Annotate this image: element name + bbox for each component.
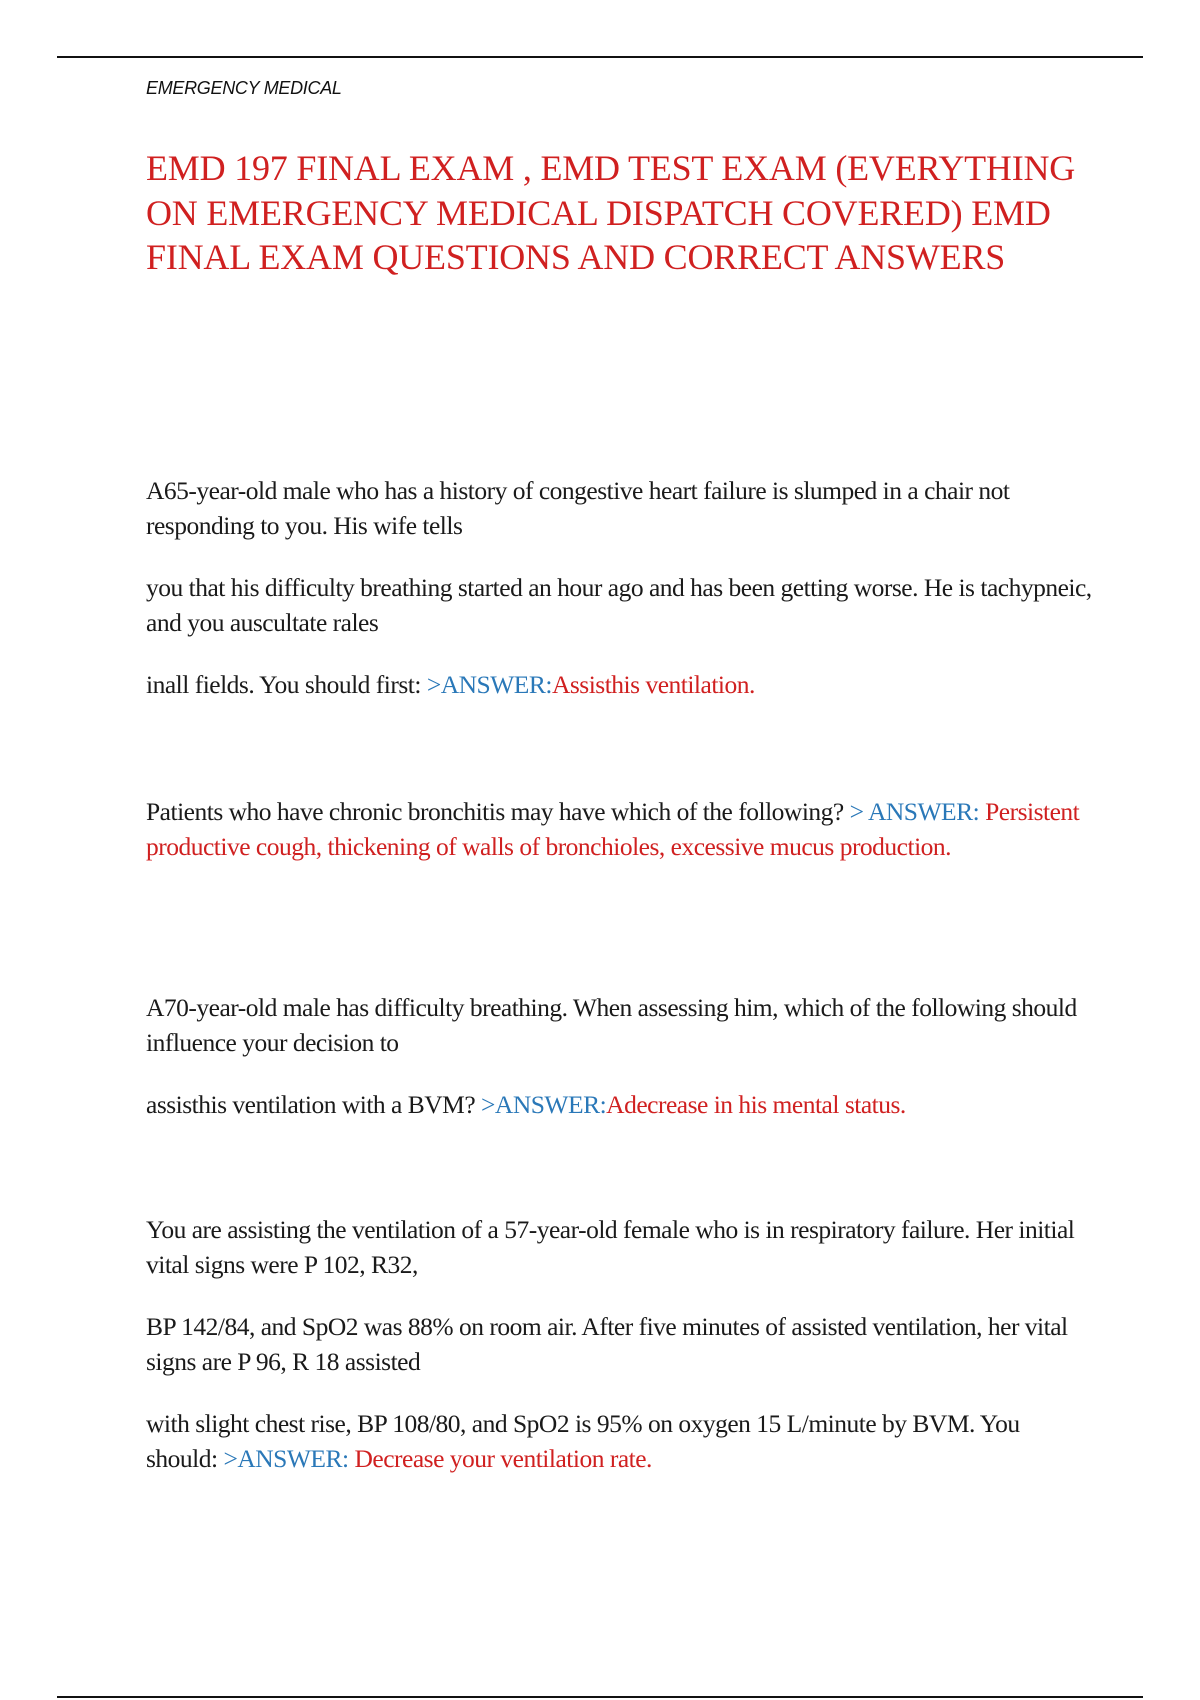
top-rule [57,56,1143,58]
question-4-prompt-end: with slight chest rise, BP 108/80, and SpO2 is 95% on oxygen 15 L/minute by BVM. You should: [146,1409,1020,1473]
answer-2-prefix: > ANSWER: [849,797,980,826]
answer-3-text: Adecrease in his mental status. [606,1090,906,1119]
question-block-2 [146,795,1096,864]
running-header: EMERGENCY MEDICAL [146,78,342,98]
bottom-rule [57,1696,1143,1698]
answer-1-text: Assisthis ventilation. [551,670,755,699]
question-4-line-1: You are assisting the ventilation of a 57-year-old female who is in respiratory failure. Her initial vital signs were P 102, R32, [146,1215,1075,1279]
answer-3-prefix: >ANSWER: [481,1090,607,1119]
question-block-4 [146,1213,1096,1476]
answer-2-text: Persistent productive cough, thickening of walls of bronchioles, excessive mucus production. [146,797,1080,861]
question-2-line-1 [146,795,1096,864]
question-1-line-1: A65-year-old male who has a history of congestive heart failure is slumped in a chair not responding to you. His wife tells [146,476,1010,540]
question-block-1 [146,474,1096,703]
question-3-prompt-end: assisthis ventilation with a BVM? [146,1090,482,1119]
question-block-3 [146,991,1096,1123]
question-4-line-2: BP 142/84, and SpO2 was 88% on room air. After five minutes of assisted ventilation, her vital signs are P 96, R 18 assisted [146,1312,1068,1376]
question-1-line-2: you that his difficulty breathing started an hour ago and has been getting worse. He is tachypneic, and you auscultate rales [146,573,1092,637]
answer-1-prefix: >ANSWER: [426,670,552,699]
question-1-line-3 [146,668,1096,703]
question-4-line-3 [146,1407,1096,1476]
question-2-prompt: Patients who have chronic bronchitis may have which of the following? [146,797,850,826]
answer-4-text: Decrease your ventilation rate. [348,1443,652,1473]
question-1-prompt-end: inall fields. You should first: [146,670,427,699]
question-3-line-2 [146,1088,1096,1123]
answer-4-prefix: >ANSWER: [223,1443,349,1473]
document-title: EMD 197 FINAL EXAM , EMD TEST EXAM (EVERYTHING ON EMERGENCY MEDICAL DISPATCH COVERED) EMD FINAL EXAM QUESTIONS AND CORRECT ANSWERS [146,148,1076,277]
question-3-line-1: A70-year-old male has difficulty breathing. When assessing him, which of the following should influence your decision to [146,993,1077,1057]
